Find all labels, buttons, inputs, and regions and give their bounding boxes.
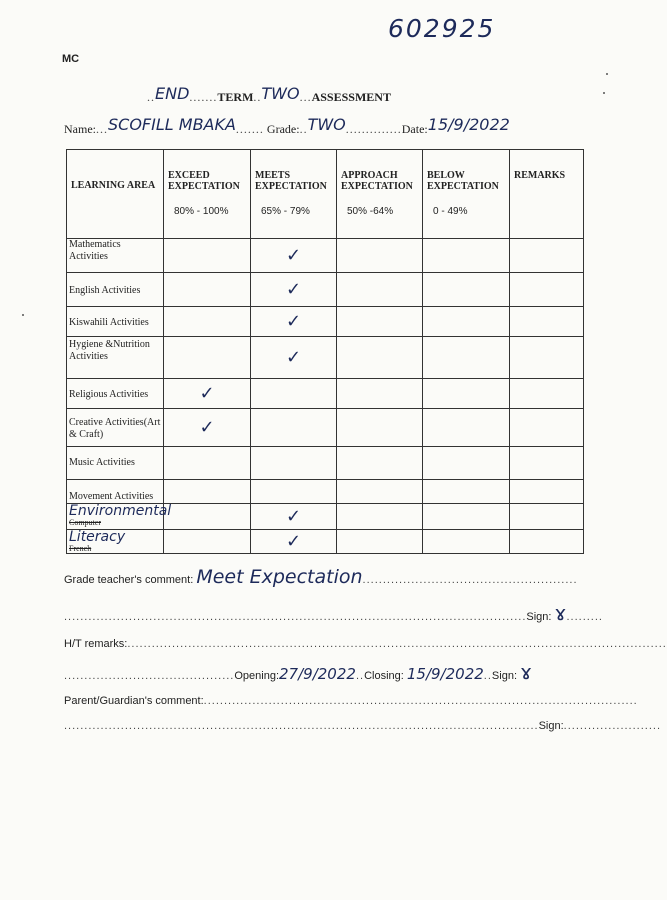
table-row <box>67 530 584 554</box>
closing-date: 15/9/2022 <box>406 665 484 683</box>
ht-remarks-label: H/T remarks: <box>64 638 128 650</box>
student-date: 15/9/2022 <box>427 115 510 134</box>
teacher-sign-label: Sign: <box>526 611 552 623</box>
grade-label: Grade: <box>266 122 300 136</box>
title-mid: TERM <box>217 90 254 104</box>
meets-tick: ✓ <box>251 504 337 530</box>
exceed-tick: ✓ <box>164 379 251 409</box>
learning-area: Environmental Computer <box>67 504 164 530</box>
meets-tick: ✓ <box>251 239 337 273</box>
meets-tick: ✓ <box>251 530 337 554</box>
teacher-signature: ɤ <box>554 601 567 625</box>
student-grade: TWO <box>307 115 346 134</box>
teacher-sign-line: ..................................................................................................................Sign: ɤ......... <box>64 601 603 625</box>
table-row <box>67 409 584 447</box>
header-approach: APPROACH EXPECTATION 50% -64% <box>337 150 423 239</box>
table-row <box>67 504 584 530</box>
table-header-row <box>67 150 584 239</box>
ht-signature: ɤ <box>520 660 532 684</box>
table-row <box>67 480 584 504</box>
learning-area: Literacy French <box>67 530 164 554</box>
mc-label: MC <box>62 53 80 65</box>
learning-area: Hygiene &Nutrition Activities <box>67 337 164 379</box>
header-exceed: EXCEED EXPECTATION 80% - 100% <box>164 150 251 239</box>
table-row <box>67 239 584 273</box>
teacher-comment-line: Grade teacher's comment: Meet Expectation..................................................... <box>64 566 578 588</box>
header-below: BELOW EXPECTATION 0 - 49% <box>423 150 510 239</box>
teacher-comment: Meet Expectation <box>196 566 363 588</box>
ht-remarks-line: H/T remarks:..................................................................................................................................... <box>64 638 667 650</box>
opening-closing-line: ..........................................Opening:27/9/2022..Closing: 15/9/2022..Sign: ɤ <box>64 660 532 684</box>
parent-comment-line: Parent/Guardian's comment:........................................................................................................... <box>64 695 638 707</box>
learning-area: Music Activities <box>67 447 164 480</box>
table-row <box>67 379 584 409</box>
assessment-title: ..END.......TERM..TWO...ASSESSMENT <box>147 84 391 104</box>
speck <box>603 92 605 94</box>
speck <box>22 314 24 316</box>
learning-area: Creative Activities(Art & Craft) <box>67 409 164 447</box>
meets-tick: ✓ <box>251 273 337 307</box>
learning-area: Mathematics Activities <box>67 239 164 273</box>
learning-area: Religious Activities <box>67 379 164 409</box>
header-learning-area: LEARNING AREA <box>67 150 164 239</box>
learning-area: English Activities <box>67 273 164 307</box>
title-prefix: END <box>155 84 190 103</box>
name-label: Name: <box>64 122 96 136</box>
learning-area: Kiswahili Activities <box>67 307 164 337</box>
student-name: SCOFILL MBAKA <box>108 115 236 134</box>
learning-area: Movement Activities <box>67 480 164 504</box>
closing-label: Closing: <box>364 670 404 682</box>
opening-date: 27/9/2022 <box>279 665 356 683</box>
parent-sign-label: Sign: <box>538 720 564 732</box>
parent-comment-label: Parent/Guardian's comment: <box>64 695 204 707</box>
parent-sign-line: .....................................................................................................................Sign:........................ <box>64 720 662 732</box>
serial-number: 602925 <box>388 14 496 43</box>
speck <box>606 73 608 75</box>
teacher-comment-label: Grade teacher's comment: <box>64 574 194 586</box>
ht-sign-label: Sign: <box>491 670 517 682</box>
title-suffix: ASSESSMENT <box>311 90 391 104</box>
opening-label: Opening: <box>234 670 280 682</box>
exceed-tick: ✓ <box>164 409 251 447</box>
header-remarks: REMARKS <box>510 150 584 239</box>
meets-tick: ✓ <box>251 337 337 379</box>
table-row <box>67 337 584 379</box>
header-meets: MEETS EXPECTATION 65% - 79% <box>251 150 337 239</box>
meets-tick: ✓ <box>251 307 337 337</box>
student-info: Name:...SCOFILL MBAKA....... Grade:..TWO..............Date:15/9/2022 <box>64 115 510 136</box>
assessment-table <box>66 149 584 554</box>
title-term: TWO <box>261 84 300 103</box>
date-label: Date: <box>401 122 428 136</box>
table-row <box>67 307 584 337</box>
table-row <box>67 447 584 480</box>
table-row <box>67 273 584 307</box>
